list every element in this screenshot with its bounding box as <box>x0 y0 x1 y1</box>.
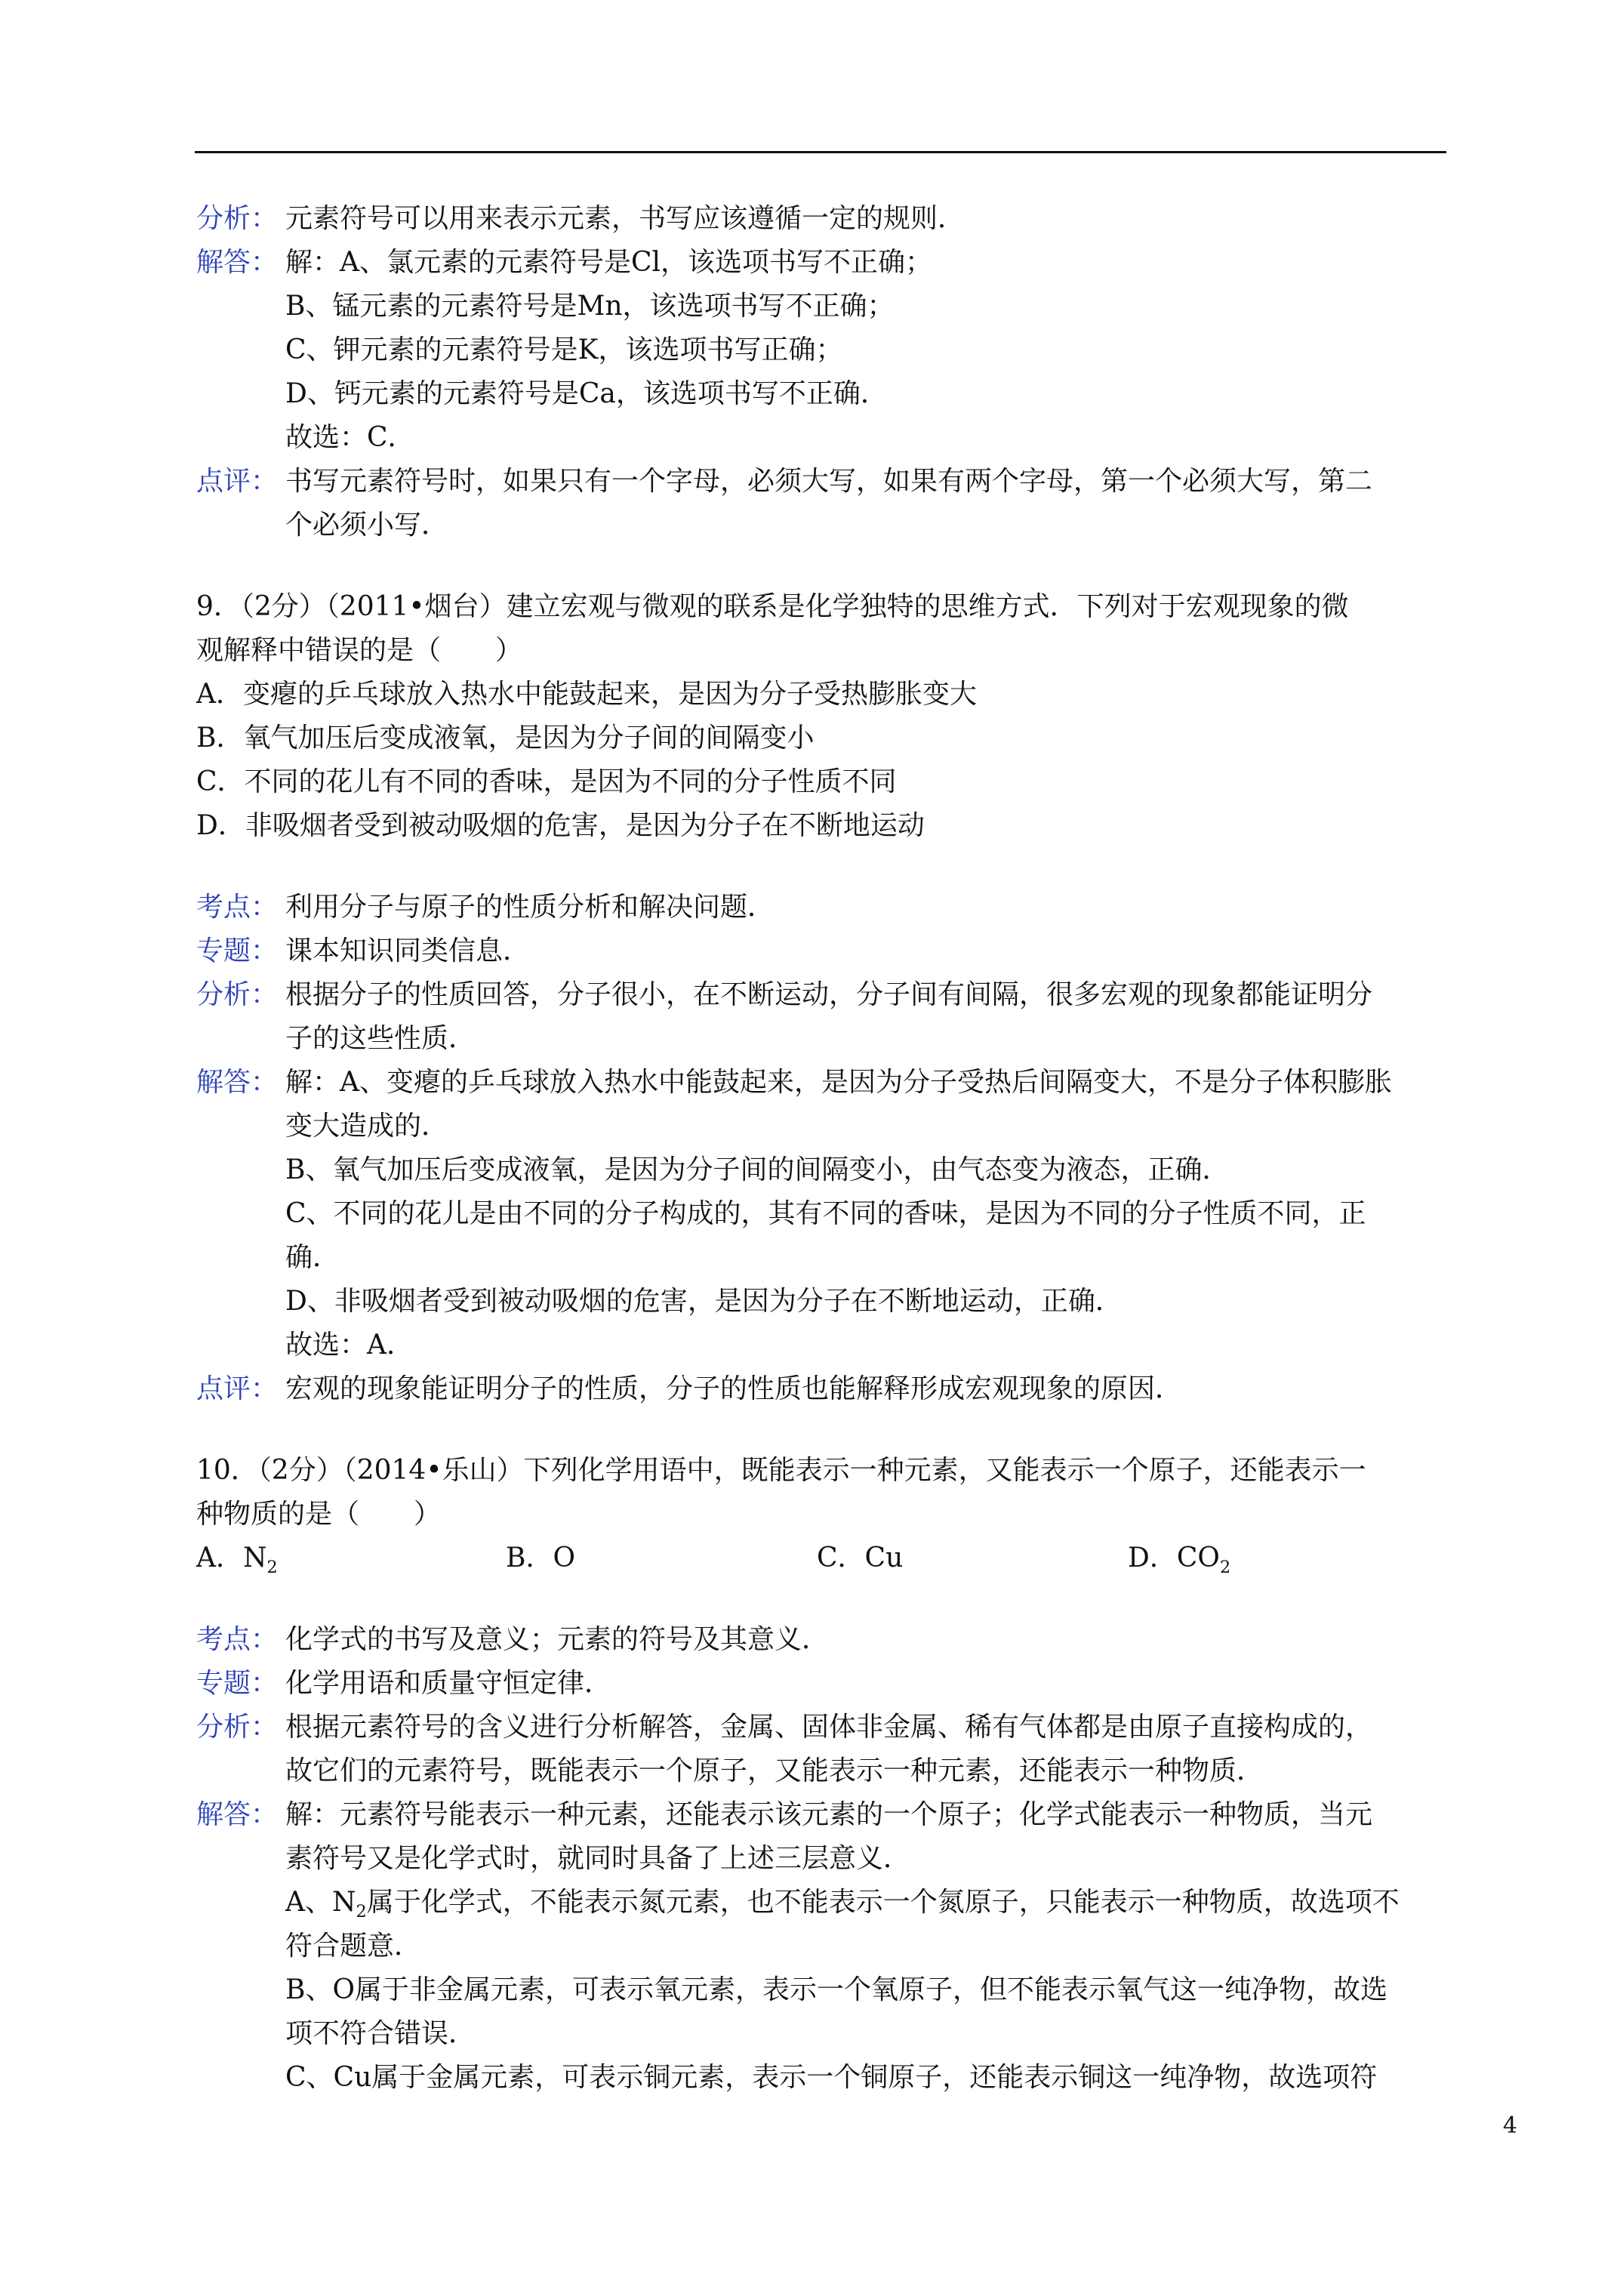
q9-zhuanti: 课本知识同类信息． <box>285 935 531 966</box>
q10-option-a <box>196 1542 278 1575</box>
label-zhuanti: 专题： <box>196 935 279 966</box>
q9-stem-1: 9．（2分）（2011•烟台）建立宏观与微观的联系是化学独特的思维方式．下列对于宏观现象的微 <box>196 591 1349 622</box>
q10-option-a-sub: 2 <box>266 1557 278 1577</box>
q10-option-b: B．O <box>506 1542 575 1573</box>
q10-answer-2: 素符号又是化学式时，就同时具备了上述三层意义． <box>285 1843 911 1874</box>
q9-comment: 宏观的现象能证明分子的性质，分子的性质也能解释形成宏观现象的原因． <box>285 1373 1183 1404</box>
q9-option-d: D．非吸烟者受到被动吸烟的危害，是因为分子在不断地运动 <box>196 810 925 841</box>
q8-comment-1: 书写元素符号时，如果只有一个字母，必须大写，如果有两个字母，第一个必须大写，第二 <box>285 466 1373 497</box>
label-answer: 解答： <box>196 1067 279 1098</box>
q9-kaodian: 利用分子与原子的性质分析和解决问题． <box>285 892 775 923</box>
page-number: 4 <box>1502 2113 1517 2139</box>
q10-kaodian: 化学式的书写及意义；元素的符号及其意义． <box>285 1624 830 1655</box>
q9-analysis-1: 根据分子的性质回答，分子很小，在不断运动，分子间有间隔，很多宏观的现象都能证明分 <box>285 979 1373 1010</box>
q10-option-c: C．Cu <box>817 1542 904 1573</box>
q9-answer-c2: 确． <box>285 1242 340 1273</box>
label-kaodian: 考点： <box>196 892 279 923</box>
q10-analysis-1: 根据元素符号的含义进行分析解答，金属、固体非金属、稀有气体都是由原子直接构成的， <box>285 1712 1373 1743</box>
q10-zhuanti: 化学用语和质量守恒定律． <box>285 1668 612 1699</box>
q10-answer-1: 解：元素符号能表示一种元素，还能表示该元素的一个原子；化学式能表示一种物质，当元 <box>285 1799 1373 1830</box>
q10-option-a-text: A．N <box>196 1542 267 1573</box>
q10-stem-1: 10．（2分）（2014•乐山）下列化学用语中，既能表示一种元素，又能表示一个原子，还能表示一 <box>196 1455 1366 1486</box>
q10-answer-a1 <box>285 1886 1400 1922</box>
q9-stem-2: 观解释中错误的是（ ） <box>196 635 523 666</box>
label-comment: 点评： <box>196 1373 279 1404</box>
q9-answer-a1: 解：A、变瘪的乒乓球放入热水中能鼓起来，是因为分子受热后间隔变大，不是分子体积膨胀 <box>285 1067 1392 1098</box>
q10-answer-a2: 符合题意． <box>285 1931 422 1962</box>
q10-option-d-text: D．CO <box>1128 1542 1220 1573</box>
q9-option-c: C．不同的花儿有不同的香味，是因为不同的分子性质不同 <box>196 766 897 797</box>
q10-stem-2: 种物质的是（ ） <box>196 1499 442 1530</box>
q8-choice: 故选：C． <box>285 422 415 453</box>
q10-answer-c1: C、Cu属于金属元素，可表示铜元素，表示一个铜原子，还能表示铜这一纯净物，故选项符 <box>285 2062 1378 2093</box>
q10-answer-b1: B、O属于非金属元素，可表示氧元素，表示一个氧原子，但不能表示氧气这一纯净物，故选 <box>285 1974 1387 2005</box>
header-rule <box>195 151 1446 153</box>
q10-analysis-2: 故它们的元素符号，既能表示一个原子，又能表示一种元素，还能表示一种物质． <box>285 1755 1264 1786</box>
label-analysis: 分析： <box>196 203 279 234</box>
q10-answer-a-pre: A、N <box>285 1887 356 1918</box>
label-zhuanti: 专题： <box>196 1668 279 1699</box>
q10-answer-a-post: 属于化学式，不能表示氮元素，也不能表示一个氮原子，只能表示一种物质，故选项不 <box>366 1887 1400 1918</box>
q8-answer-b: B、锰元素的元素符号是Mn，该选项书写不正确； <box>285 291 895 322</box>
q10-option-d <box>1128 1542 1230 1575</box>
q9-answer-d: D、非吸烟者受到被动吸烟的危害，是因为分子在不断地运动，正确． <box>285 1286 1123 1317</box>
label-analysis: 分析： <box>196 1712 279 1743</box>
q8-answer-d: D、钙元素的元素符号是Ca，该选项书写不正确． <box>285 378 888 409</box>
q9-option-b: B．氧气加压后变成液氧，是因为分子间的间隔变小 <box>196 723 815 754</box>
q9-option-a: A．变瘪的乒乓球放入热水中能鼓起来，是因为分子受热膨胀变大 <box>196 679 977 710</box>
q9-choice: 故选：A． <box>285 1330 414 1361</box>
q9-analysis-2: 子的这些性质． <box>285 1023 476 1054</box>
q10-answer-b2: 项不符合错误． <box>285 2018 476 2049</box>
label-answer: 解答： <box>196 247 279 278</box>
label-analysis: 分析： <box>196 979 279 1010</box>
q10-answer-a-sub: 2 <box>356 1901 367 1922</box>
q8-answer-a: 解：A、氯元素的元素符号是Cl，该选项书写不正确； <box>285 247 933 278</box>
q10-option-d-sub: 2 <box>1219 1557 1231 1577</box>
label-kaodian: 考点： <box>196 1624 279 1655</box>
label-answer: 解答： <box>196 1799 279 1830</box>
q9-answer-b: B、氧气加压后变成液氧，是因为分子间的间隔变小，由气态变为液态，正确． <box>285 1154 1230 1185</box>
label-comment: 点评： <box>196 466 279 497</box>
q8-analysis: 元素符号可以用来表示元素，书写应该遵循一定的规则． <box>285 203 965 234</box>
q9-answer-c1: C、不同的花儿是由不同的分子构成的，其有不同的香味，是因为不同的分子性质不同，正 <box>285 1198 1366 1229</box>
q9-answer-a2: 变大造成的． <box>285 1111 449 1142</box>
q8-answer-c: C、钾元素的元素符号是K，该选项书写正确； <box>285 334 843 365</box>
q8-comment-2: 个必须小写． <box>285 510 449 541</box>
